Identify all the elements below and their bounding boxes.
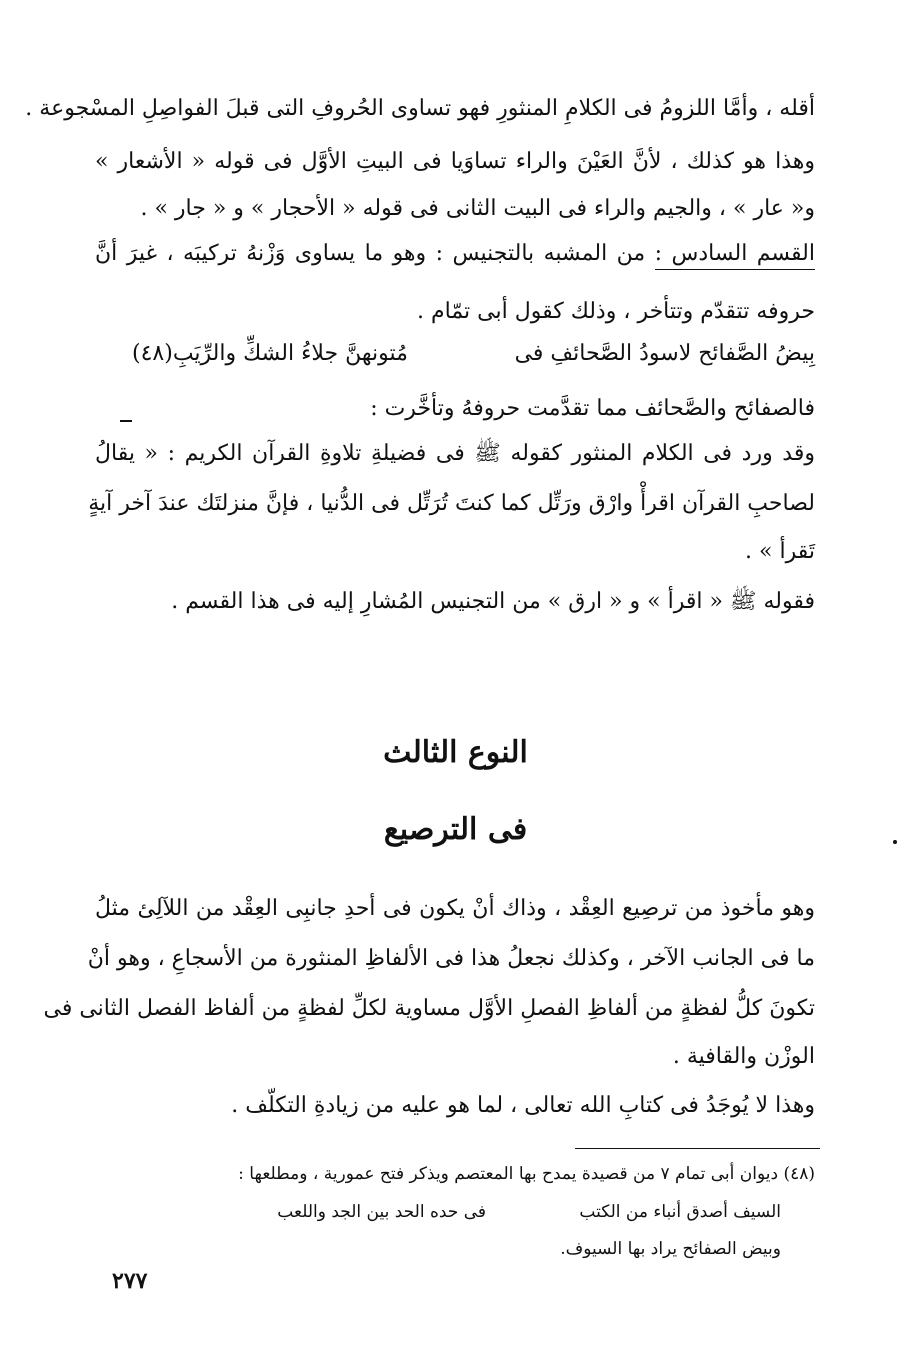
paragraph-line: تَقرأ » .	[745, 539, 815, 564]
paragraph-line: ما فى الجانب الآخر ، وكذلك نجعلُ هذا فى الألفاظِ المنثورة من الأسجاعِ ، وهو أنْ	[87, 946, 815, 971]
footnote-line: (٤٨) ديوان أبى تمام ٧ من قصيدة يمدح بها المعتصم ويذكر فتح عمورية ، ومطلعها :	[238, 1164, 815, 1184]
paragraph-line: وقد ورد فى الكلام المنثور كقوله ﷺ فى فضيلةِ تلاوةِ القرآن الكريم : « يقالُ	[95, 441, 815, 466]
chapter-heading: النوع الثالث	[383, 735, 528, 770]
paragraph-line: الوزْن والقافية .	[672, 1044, 815, 1069]
footnote-line: وبيض الصفائح يراد بها السيوف.	[560, 1239, 781, 1259]
paragraph-line: تكونَ كلُّ لفظةٍ من ألفاظِ الفصلِ الأوَّل مساوية لكلِّ لفظةٍ من ألفاظ الفصل الثانى فى	[43, 996, 815, 1021]
paragraph-conclusion: فقوله ﷺ « اقرأ » و « ارق » من التجنيس المُشارِ إليه فى هذا القسم .	[171, 589, 815, 614]
verse-hemistich-right: بِيضُ الصَّفائح لاسودُ الصَّحائفِ فى	[514, 341, 815, 366]
page-number: ٢٧٧	[112, 1268, 148, 1294]
paragraph-line	[95, 240, 815, 268]
paragraph-line: حروفه تتقدّم وتتأخر ، وذلك كقول أبى تمّام .	[417, 299, 815, 324]
section-text: من المشبه بالتجنيس : وهو ما يساوى وَزْنهُ تركيبَه ، غيرَ أنَّ	[95, 241, 646, 266]
paragraph-line: وهو مأخوذ من ترصِيع العِقْد ، وذاك أنْ يكون فى أحدِ جانبِى العِقْد من اللآلِئ مثلُ	[95, 896, 815, 921]
paragraph-section-six	[95, 240, 815, 340]
paragraph-hadith	[88, 440, 815, 590]
paragraph-line: وهذا هو كذلك ، لأنَّ العَيْنَ والراء تساوَيا فى البيتِ الأوَّل فى قوله « الأشعار »	[95, 149, 815, 174]
paragraph-line: و« عار » ، والجيم والراء فى البيت الثانى فى قوله « الأحجار » و « جار » .	[140, 196, 815, 221]
paragraph-line: لصاحبِ القرآن اقرأْ وارْق ورَتِّل كما كنتَ تُرَتِّل فى الدُّنيا ، فإنَّ منزلتَك عندَ آخر آيةٍ	[88, 491, 815, 516]
margin-mark	[893, 840, 897, 844]
margin-mark	[120, 420, 132, 422]
verse-hemistich-left: مُتونهنَّ جلاءُ الشكِّ والرِّيَبِ(٤٨)	[132, 341, 408, 366]
section-label: القسم السادس :	[655, 241, 815, 270]
chapter-subheading: فى الترصيع	[383, 812, 528, 847]
paragraph-1	[25, 95, 815, 235]
footnote-rule	[575, 1148, 820, 1149]
footnote-verse-right: السيف أصدق أنباء من الكتب	[579, 1202, 781, 1222]
verse-explanation: فالصفائح والصَّحائف مما تقدَّمت حروفهُ وتأخَّرت :	[370, 396, 815, 421]
paragraph-line: أقله ، وأمَّا اللزومُ فى الكلامِ المنثورِ فهو تساوى الحُروفِ التى قبلَ الفواصِلِ المسْجوعة .	[25, 96, 815, 121]
paragraph-final: وهذا لا يُوجَدُ فى كتابِ الله تعالى ، لما هو عليه من زيادةِ التكلّف .	[231, 1093, 815, 1118]
footnote-verse-left: فى حده الحد بين الجد واللعب	[277, 1202, 486, 1222]
paragraph-tarsi	[43, 895, 815, 1085]
